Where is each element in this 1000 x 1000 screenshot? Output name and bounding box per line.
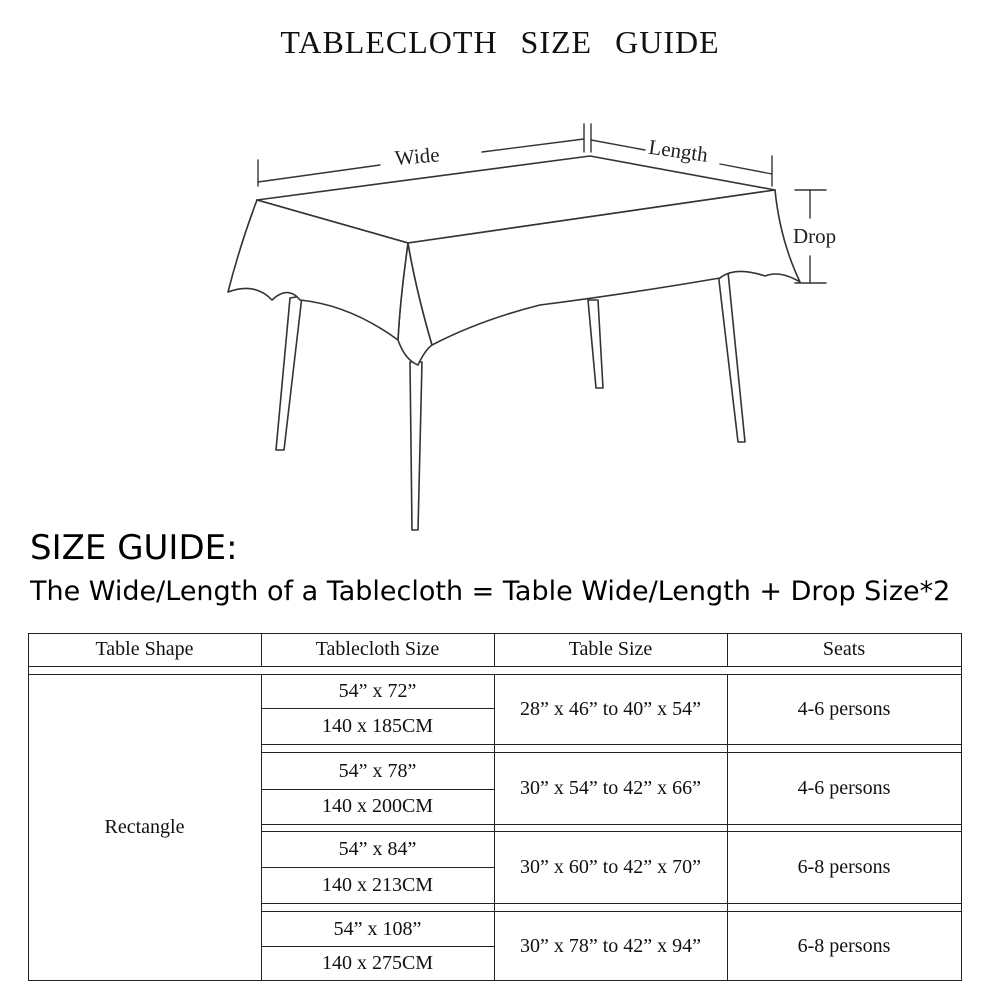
size-guide-heading: SIZE GUIDE: (30, 528, 238, 568)
header-table-shape: Table Shape (95, 638, 194, 660)
page-title: TABLECLOTH SIZE GUIDE (280, 24, 720, 60)
tablecloth-shape (228, 156, 800, 365)
header-table-size: Table Size (568, 638, 653, 660)
tablecloth-size-cm: 140 x 185CM (321, 714, 434, 737)
wide-label: Wide (393, 142, 441, 171)
tablecloth-size-cm: 140 x 213CM (321, 873, 434, 896)
seats-cell: 6-8 persons (797, 856, 891, 878)
table-size-cell: 28” x 46” to 40” x 54” (519, 697, 702, 720)
size-table (28, 633, 962, 981)
table-size-cell: 30” x 54” to 42” x 66” (519, 777, 702, 799)
drop-label: Drop (793, 224, 837, 248)
tablecloth-size-inch: 54” x 84” (338, 838, 417, 860)
header-seats: Seats (822, 638, 866, 660)
size-formula: The Wide/Length of a Tablecloth = Table Wide/Length + Drop Size*2 (30, 576, 951, 607)
seats-cell: 6-8 persons (797, 934, 891, 957)
shape-cell: Rectangle (104, 815, 185, 838)
tablecloth-size-inch: 54” x 78” (338, 759, 417, 782)
table-size-cell: 30” x 78” to 42” x 94” (519, 934, 702, 957)
table-size-cell: 30” x 60” to 42” x 70” (519, 856, 702, 878)
tablecloth-size-inch: 54” x 72” (338, 679, 417, 702)
tablecloth-size-cm: 140 x 200CM (321, 795, 434, 817)
tablecloth-size-cm: 140 x 275CM (321, 951, 434, 974)
header-tablecloth-size: Tablecloth Size (315, 638, 440, 660)
tablecloth-size-inch: 54” x 108” (333, 917, 422, 940)
seats-cell: 4-6 persons (797, 697, 891, 720)
seats-cell: 4-6 persons (797, 777, 891, 799)
length-label: Length (647, 134, 710, 167)
